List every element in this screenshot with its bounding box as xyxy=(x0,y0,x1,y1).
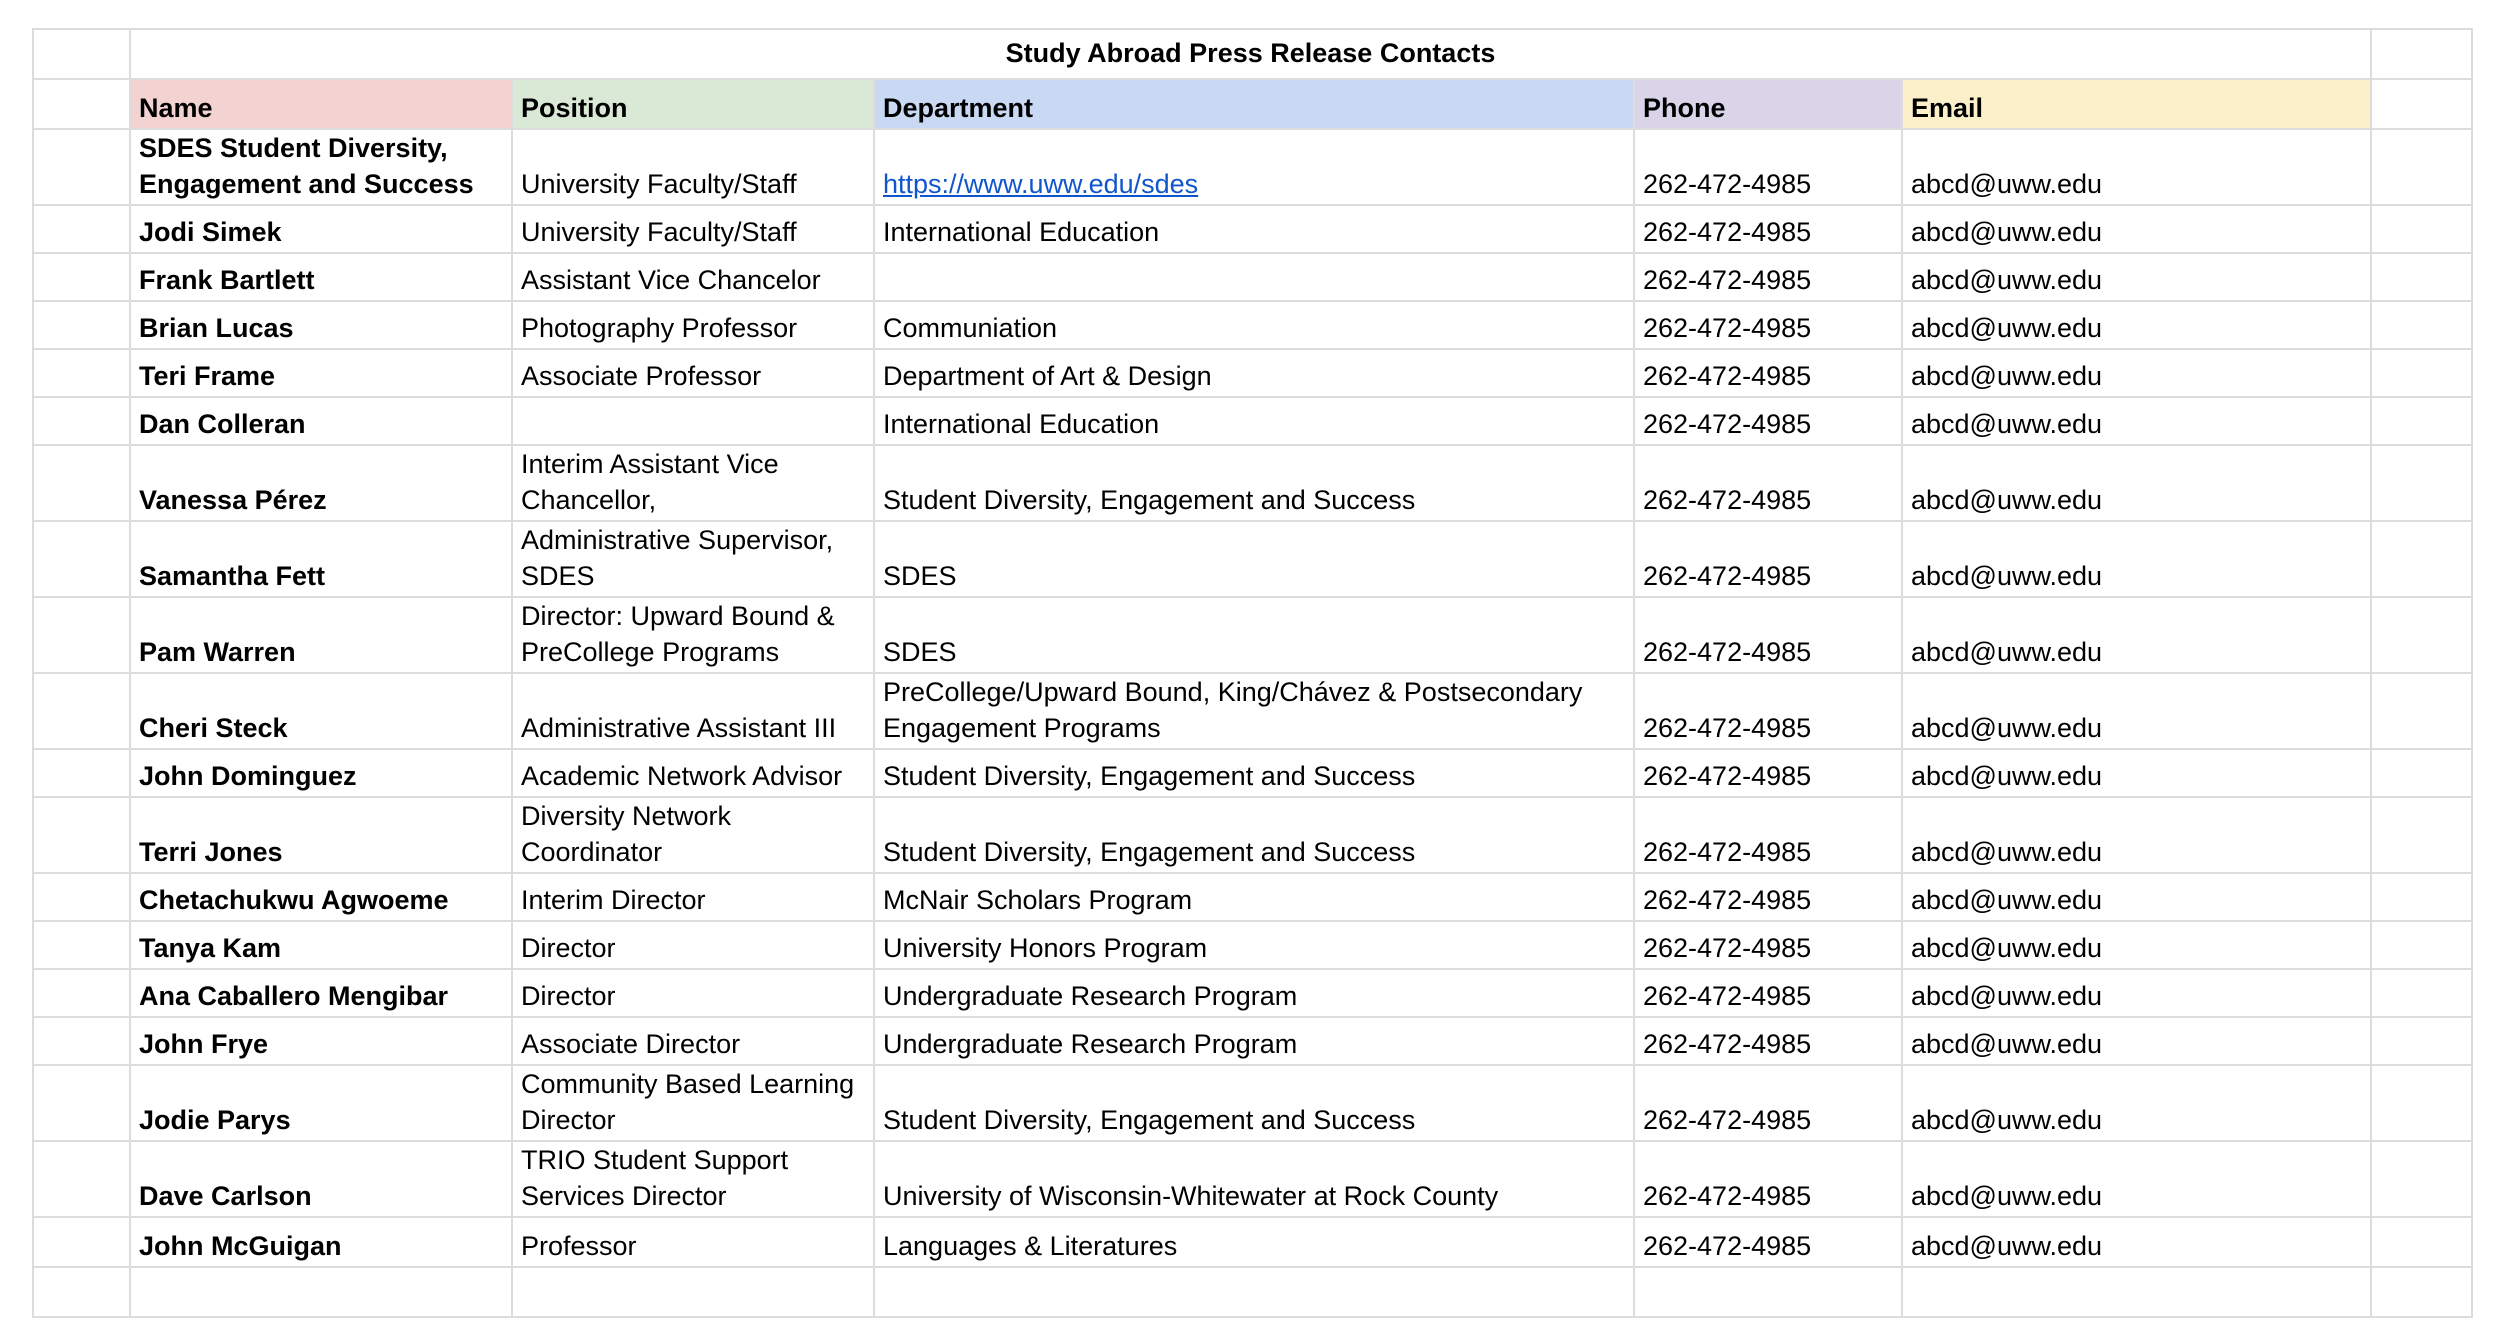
cell-phone[interactable]: 262-472-4985 xyxy=(1634,673,1902,749)
table-row xyxy=(33,397,2472,445)
cell-edge-right[interactable] xyxy=(2371,253,2472,301)
cell-department[interactable]: SDES xyxy=(874,597,1634,673)
table-row xyxy=(33,205,2472,253)
empty-row xyxy=(33,1267,2472,1317)
cell-edge-left[interactable] xyxy=(33,969,130,1017)
table-row xyxy=(33,673,2472,749)
table-row xyxy=(33,445,2472,521)
cell-edge-left[interactable] xyxy=(33,1141,130,1217)
cell-email[interactable]: abcd@uww.edu xyxy=(1902,1141,2371,1217)
cell-position[interactable]: Assistant Vice Chancelor xyxy=(512,253,874,301)
cell-position[interactable]: Associate Professor xyxy=(512,349,874,397)
cell-email[interactable]: abcd@uww.edu xyxy=(1902,673,2371,749)
cell-email[interactable]: abcd@uww.edu xyxy=(1902,445,2371,521)
cell-edge-right[interactable] xyxy=(2371,301,2472,349)
cell-email[interactable]: abcd@uww.edu xyxy=(1902,597,2371,673)
cell-name[interactable]: Vanessa Pérez xyxy=(130,445,512,521)
cell-edge-right[interactable] xyxy=(2371,397,2472,445)
cell-email[interactable]: abcd@uww.edu xyxy=(1902,521,2371,597)
cell-email[interactable]: abcd@uww.edu xyxy=(1902,349,2371,397)
cell-phone[interactable]: 262-472-4985 xyxy=(1634,797,1902,873)
cell-email[interactable]: abcd@uww.edu xyxy=(1902,301,2371,349)
cell-edge-left[interactable] xyxy=(33,797,130,873)
cell-edge-left[interactable] xyxy=(33,349,130,397)
cell-name[interactable]: Dave Carlson xyxy=(130,1141,512,1217)
cell-phone[interactable]: 262-472-4985 xyxy=(1634,301,1902,349)
header-email[interactable]: Email xyxy=(1902,79,2371,129)
cell-name[interactable]: Jodi Simek xyxy=(130,205,512,253)
cell-edge-left[interactable] xyxy=(33,521,130,597)
sheet-title[interactable]: Study Abroad Press Release Contacts xyxy=(130,29,2371,79)
table-row xyxy=(33,1141,2472,1217)
cell-email[interactable]: abcd@uww.edu xyxy=(1902,205,2371,253)
cell-email[interactable]: abcd@uww.edu xyxy=(1902,1065,2371,1141)
empty-cell[interactable] xyxy=(512,1267,874,1317)
cell-email[interactable]: abcd@uww.edu xyxy=(1902,797,2371,873)
table-row xyxy=(33,749,2472,797)
cell-phone[interactable]: 262-472-4985 xyxy=(1634,253,1902,301)
cell-edge-right[interactable] xyxy=(2371,1217,2472,1267)
cell-phone[interactable]: 262-472-4985 xyxy=(1634,397,1902,445)
cell-name[interactable]: Frank Bartlett xyxy=(130,253,512,301)
cell-edge-left[interactable] xyxy=(33,445,130,521)
cell-edge-left[interactable] xyxy=(33,673,130,749)
cell-email[interactable]: abcd@uww.edu xyxy=(1902,253,2371,301)
cell-position[interactable]: Photography Professor xyxy=(512,301,874,349)
cell-department[interactable] xyxy=(874,129,1634,205)
empty-cell[interactable] xyxy=(130,1267,512,1317)
cell-department[interactable]: Student Diversity, Engagement and Success xyxy=(874,445,1634,521)
cell-edge-left[interactable] xyxy=(33,253,130,301)
contacts-sheet xyxy=(32,28,2473,1318)
cell-name[interactable]: Terri Jones xyxy=(130,797,512,873)
table-row xyxy=(33,1065,2472,1141)
cell-position[interactable]: Interim Director xyxy=(512,873,874,921)
table-row xyxy=(33,873,2472,921)
table-row xyxy=(33,521,2472,597)
cell-department[interactable]: SDES xyxy=(874,521,1634,597)
cell-department[interactable]: Student Diversity, Engagement and Success xyxy=(874,1065,1634,1141)
cell-edge-right[interactable] xyxy=(2371,445,2472,521)
cell-name[interactable]: Brian Lucas xyxy=(130,301,512,349)
cell-phone[interactable]: 262-472-4985 xyxy=(1634,749,1902,797)
cell-department[interactable] xyxy=(874,253,1634,301)
cell-department[interactable]: Department of Art & Design xyxy=(874,349,1634,397)
cell-phone[interactable]: 262-472-4985 xyxy=(1634,1217,1902,1267)
cell-department[interactable]: International Education xyxy=(874,205,1634,253)
cell-name[interactable]: Dan Colleran xyxy=(130,397,512,445)
cell-email[interactable]: abcd@uww.edu xyxy=(1902,749,2371,797)
cell-edge-right[interactable] xyxy=(2371,797,2472,873)
cell-edge-right[interactable] xyxy=(2371,79,2472,129)
cell-position[interactable]: Professor xyxy=(512,1217,874,1267)
cell-edge-right[interactable] xyxy=(2371,205,2472,253)
cell-edge-left[interactable] xyxy=(33,1017,130,1065)
header-position[interactable]: Position xyxy=(512,79,874,129)
cell-edge-left[interactable] xyxy=(33,29,130,79)
table-row xyxy=(33,349,2472,397)
empty-cell[interactable] xyxy=(1634,1267,1902,1317)
cell-position[interactable]: University Faculty/Staff xyxy=(512,205,874,253)
cell-phone[interactable]: 262-472-4985 xyxy=(1634,1065,1902,1141)
cell-edge-right[interactable] xyxy=(2371,29,2472,79)
cell-edge-right[interactable] xyxy=(2371,873,2472,921)
cell-email[interactable]: abcd@uww.edu xyxy=(1902,129,2371,205)
cell-name[interactable]: Chetachukwu Agwoeme xyxy=(130,873,512,921)
cell-edge-left[interactable] xyxy=(33,1217,130,1267)
cell-department[interactable]: Communiation xyxy=(874,301,1634,349)
cell-position[interactable]: Diversity Network Coordinator xyxy=(512,797,874,873)
cell-phone[interactable]: 262-472-4985 xyxy=(1634,129,1902,205)
table-row xyxy=(33,921,2472,969)
cell-email[interactable]: abcd@uww.edu xyxy=(1902,397,2371,445)
cell-edge-right[interactable] xyxy=(2371,349,2472,397)
cell-edge-right[interactable] xyxy=(2371,921,2472,969)
cell-position[interactable]: University Faculty/Staff xyxy=(512,129,874,205)
cell-department[interactable]: Undergraduate Research Program xyxy=(874,1017,1634,1065)
cell-phone[interactable]: 262-472-4985 xyxy=(1634,205,1902,253)
empty-cell[interactable] xyxy=(874,1267,1634,1317)
header-name[interactable]: Name xyxy=(130,79,512,129)
cell-name[interactable]: Teri Frame xyxy=(130,349,512,397)
cell-name[interactable]: Cheri Steck xyxy=(130,673,512,749)
cell-name[interactable]: Pam Warren xyxy=(130,597,512,673)
table-row xyxy=(33,253,2472,301)
header-department[interactable]: Department xyxy=(874,79,1634,129)
cell-position[interactable]: Administrative Supervisor, SDES xyxy=(512,521,874,597)
cell-phone[interactable]: 262-472-4985 xyxy=(1634,597,1902,673)
cell-position[interactable]: Associate Director xyxy=(512,1017,874,1065)
cell-department[interactable]: Student Diversity, Engagement and Success xyxy=(874,797,1634,873)
cell-email[interactable]: abcd@uww.edu xyxy=(1902,921,2371,969)
table-row xyxy=(33,1217,2472,1267)
cell-edge-left[interactable] xyxy=(33,205,130,253)
cell-department[interactable]: University of Wisconsin-Whitewater at Rock County xyxy=(874,1141,1634,1217)
cell-email[interactable]: abcd@uww.edu xyxy=(1902,969,2371,1017)
cell-phone[interactable]: 262-472-4985 xyxy=(1634,349,1902,397)
cell-edge-left[interactable] xyxy=(33,749,130,797)
cell-department[interactable]: Student Diversity, Engagement and Success xyxy=(874,749,1634,797)
table-row xyxy=(33,1017,2472,1065)
header-phone[interactable]: Phone xyxy=(1634,79,1902,129)
cell-name[interactable]: Jodie Parys xyxy=(130,1065,512,1141)
table-row xyxy=(33,797,2472,873)
cell-phone[interactable]: 262-472-4985 xyxy=(1634,969,1902,1017)
cell-phone[interactable]: 262-472-4985 xyxy=(1634,1017,1902,1065)
contacts-rows xyxy=(33,129,2472,1267)
table-row xyxy=(33,301,2472,349)
cell-name[interactable]: John Dominguez xyxy=(130,749,512,797)
cell-phone[interactable]: 262-472-4985 xyxy=(1634,445,1902,521)
cell-edge-left[interactable] xyxy=(33,79,130,129)
table-row xyxy=(33,129,2472,205)
cell-edge-left[interactable] xyxy=(33,301,130,349)
cell-email[interactable]: abcd@uww.edu xyxy=(1902,873,2371,921)
cell-name[interactable]: Samantha Fett xyxy=(130,521,512,597)
cell-edge-left[interactable] xyxy=(33,921,130,969)
table-row xyxy=(33,597,2472,673)
cell-name[interactable]: John McGuigan xyxy=(130,1217,512,1267)
cell-edge-right[interactable] xyxy=(2371,673,2472,749)
cell-phone[interactable]: 262-472-4985 xyxy=(1634,1141,1902,1217)
cell-edge-right[interactable] xyxy=(2371,1017,2472,1065)
cell-phone[interactable]: 262-472-4985 xyxy=(1634,873,1902,921)
title-row xyxy=(33,29,2472,79)
cell-position[interactable]: Community Based Learning Director xyxy=(512,1065,874,1141)
cell-edge-right[interactable] xyxy=(2371,969,2472,1017)
cell-edge-right[interactable] xyxy=(2371,521,2472,597)
cell-department[interactable]: PreCollege/Upward Bound, King/Chávez & Postsecondary Engagement Programs xyxy=(874,673,1634,749)
cell-edge-left[interactable] xyxy=(33,1267,130,1317)
cell-phone[interactable]: 262-472-4985 xyxy=(1634,921,1902,969)
table-row xyxy=(33,969,2472,1017)
cell-name[interactable]: Tanya Kam xyxy=(130,921,512,969)
cell-name[interactable]: John Frye xyxy=(130,1017,512,1065)
cell-edge-left[interactable] xyxy=(33,397,130,445)
cell-name[interactable]: Ana Caballero Mengibar xyxy=(130,969,512,1017)
department-link[interactable]: https://www.uww.edu/sdes xyxy=(883,169,1199,199)
cell-edge-right[interactable] xyxy=(2371,597,2472,673)
cell-phone[interactable]: 262-472-4985 xyxy=(1634,521,1902,597)
header-row xyxy=(33,79,2472,129)
cell-edge-right[interactable] xyxy=(2371,1141,2472,1217)
cell-department[interactable]: Languages & Literatures xyxy=(874,1217,1634,1267)
cell-edge-left[interactable] xyxy=(33,129,130,205)
cell-position[interactable]: Director xyxy=(512,921,874,969)
cell-edge-right[interactable] xyxy=(2371,1065,2472,1141)
cell-edge-right[interactable] xyxy=(2371,749,2472,797)
cell-email[interactable]: abcd@uww.edu xyxy=(1902,1017,2371,1065)
cell-email[interactable]: abcd@uww.edu xyxy=(1902,1217,2371,1267)
cell-department[interactable]: International Education xyxy=(874,397,1634,445)
cell-position[interactable]: Administrative Assistant III xyxy=(512,673,874,749)
cell-position[interactable]: Academic Network Advisor xyxy=(512,749,874,797)
empty-cell[interactable] xyxy=(1902,1267,2371,1317)
cell-position[interactable]: TRIO Student Support Services Director xyxy=(512,1141,874,1217)
cell-department[interactable]: Undergraduate Research Program xyxy=(874,969,1634,1017)
cell-edge-left[interactable] xyxy=(33,1065,130,1141)
cell-name[interactable]: SDES Student Diversity, Engagement and Success xyxy=(130,129,512,205)
cell-department[interactable]: University Honors Program xyxy=(874,921,1634,969)
cell-position[interactable]: Director xyxy=(512,969,874,1017)
cell-position[interactable]: Director: Upward Bound & PreCollege Programs xyxy=(512,597,874,673)
cell-position[interactable] xyxy=(512,397,874,445)
cell-edge-left[interactable] xyxy=(33,873,130,921)
cell-edge-right[interactable] xyxy=(2371,129,2472,205)
cell-department[interactable]: McNair Scholars Program xyxy=(874,873,1634,921)
cell-edge-right[interactable] xyxy=(2371,1267,2472,1317)
cell-edge-left[interactable] xyxy=(33,597,130,673)
cell-position[interactable]: Interim Assistant Vice Chancellor, xyxy=(512,445,874,521)
